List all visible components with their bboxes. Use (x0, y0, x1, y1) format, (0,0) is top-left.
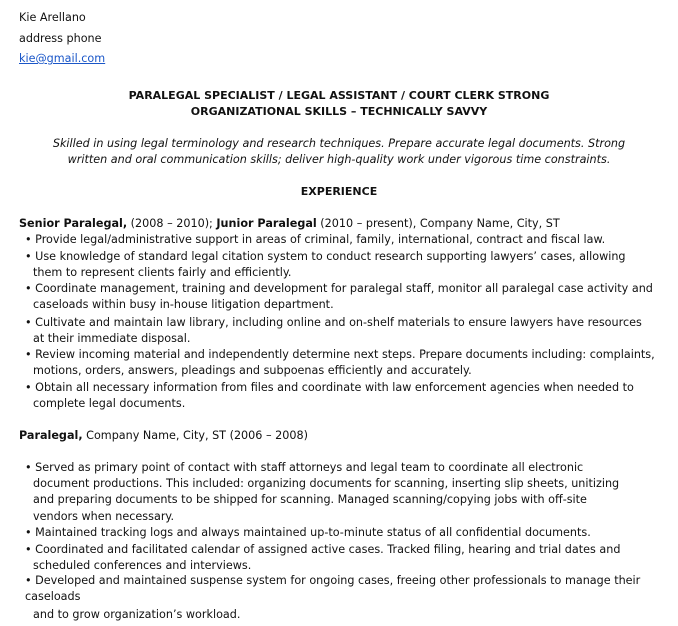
job1-line: • Use knowledge of standard legal citation system to conduct research supporting lawyers’ cases, allowing (25, 250, 626, 263)
job2-line: vendors when necessary. (33, 510, 174, 523)
title-line-1: PARALEGAL SPECIALIST / LEGAL ASSISTANT / COURT CLERK STRONG (128, 89, 550, 102)
job1-line: • Provide legal/administrative support in areas of criminal, family, international, contract and fiscal law. (25, 233, 606, 246)
job1-line: at their immediate disposal. (33, 332, 191, 345)
job2-header (19, 428, 308, 444)
job1-company: (2010 – present), Company Name, City, ST (316, 217, 560, 230)
job1-header (19, 216, 560, 232)
candidate-name: Kie Arellano (19, 11, 86, 24)
job1-line: • Cultivate and maintain law library, including online and on-shelf materials to ensure lawyers have resources (25, 316, 642, 329)
summary-line-2: written and oral communication skills; deliver high-quality work under vigorous time constraints. (67, 153, 611, 166)
experience-heading: EXPERIENCE (300, 185, 378, 198)
title-line-2: ORGANIZATIONAL SKILLS – TECHNICALLY SAVVY (190, 105, 488, 118)
job2-line: • Coordinated and facilitated calendar of assigned active cases. Tracked filing, hearing and trial dates and (25, 543, 621, 556)
job2-line: • Developed and maintained suspense system for ongoing cases, freeing other professionals to manage their (25, 574, 641, 587)
job2-line: and to grow organization’s workload. (33, 608, 241, 621)
job2-line: • Served as primary point of contact with staff attorneys and legal team to coordinate all electronic (25, 461, 584, 474)
job1-line: complete legal documents. (33, 397, 186, 410)
job2-line: scheduled conferences and interviews. (33, 559, 252, 572)
job1-title-junior: Junior Paralegal (216, 217, 317, 230)
job2-line: • Maintained tracking logs and always maintained up-to-minute status of all confidential documents. (25, 526, 591, 539)
summary-line-1: Skilled in using legal terminology and research techniques. Prepare accurate legal documents. Strong (52, 137, 626, 150)
job1-line: • Coordinate management, training and development for paralegal staff, monitor all paralegal case activity and (25, 282, 653, 295)
job2-title: Paralegal, (19, 429, 83, 442)
email-link[interactable]: kie@gmail.com (19, 52, 106, 65)
job1-line: • Obtain all necessary information from files and coordinate with law enforcement agencies when needed to (25, 381, 634, 394)
job1-title-senior: Senior Paralegal, (19, 217, 128, 230)
job1-dates-senior: (2008 – 2010); (127, 217, 217, 230)
job1-line: • Review incoming material and independently determine next steps. Prepare documents including: complaints, (25, 348, 655, 361)
job1-line: motions, orders, answers, pleadings and subpoenas efficiently and accurately. (33, 364, 472, 377)
job2-line: and preparing documents to be shipped for scanning. Managed scanning/copying jobs with off-site (33, 493, 587, 506)
address-phone: address phone (19, 32, 102, 45)
job1-line: them to represent clients fairly and efficiently. (33, 266, 292, 279)
job1-line: caseloads within busy in-house litigation department. (33, 298, 334, 311)
job2-company: Company Name, City, ST (2006 – 2008) (82, 429, 308, 442)
job2-line: document productions. This included: organizing documents for scanning, inserting slip sheets, unitizing (33, 477, 620, 490)
job2-line: caseloads (25, 590, 81, 603)
